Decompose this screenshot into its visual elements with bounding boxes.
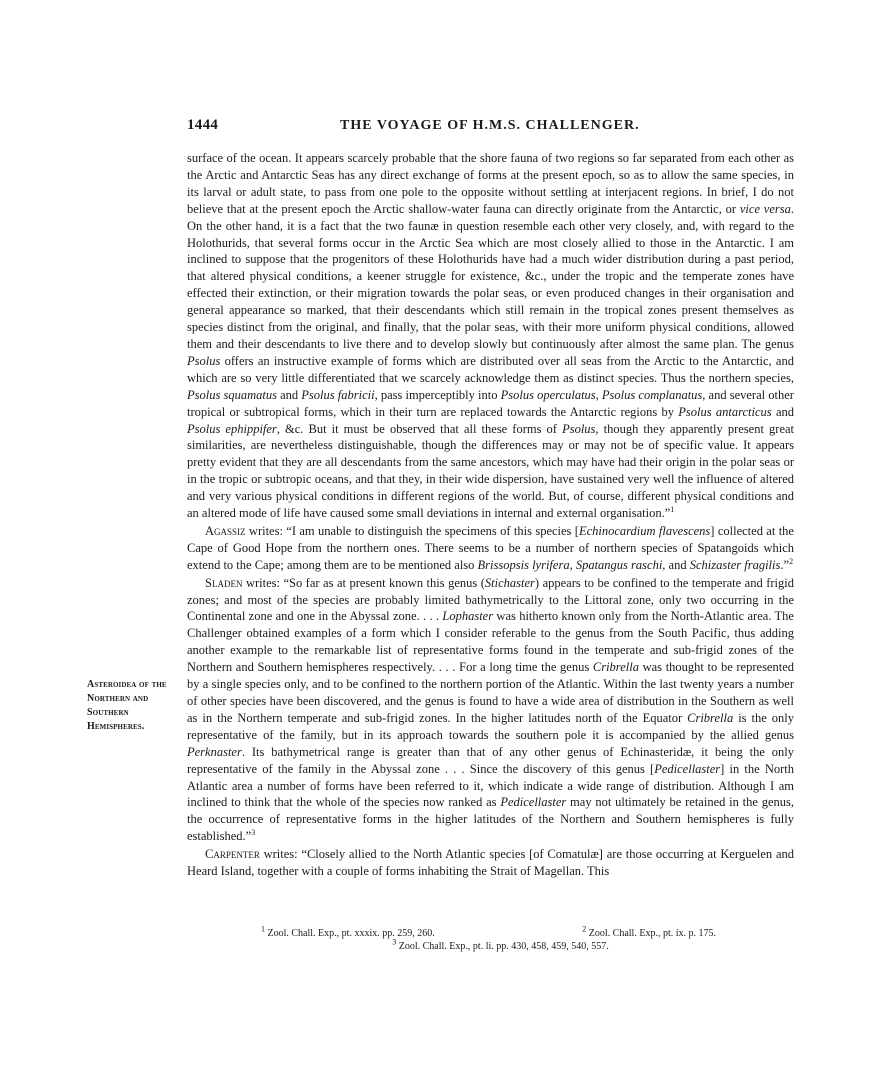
species-name: Spatangus raschi: [575, 557, 663, 572]
text-run: ) appears to be confined to the temperate and frigid zones; and most of the species are probably limited bathymetrically to the Littoral zone, only two occurring in the Continental zone and one in the Abyssal zone. . . .: [187, 575, 794, 624]
text-run: , and several other tropical or subtropical forms, which in their turn are replaced towards the Antarctic regions by: [187, 387, 794, 419]
body-text: [187, 150, 794, 880]
running-head: THE VOYAGE OF H.M.S. CHALLENGER.: [340, 118, 640, 133]
footnote-number: 1: [261, 924, 265, 934]
text-run: is the only representative of the family, but in its approach towards the southern pole it is accompanied by the allied genus: [187, 710, 794, 742]
species-name: Brissopsis lyrifera: [477, 557, 570, 572]
footnote-text: Zool. Chall. Exp., pt. ix. p. 175.: [586, 928, 716, 939]
author-name: Sladen: [205, 575, 243, 590]
paragraph-agassiz: [187, 523, 794, 574]
text-run: , &c. But it must be observed that all these forms of: [276, 421, 563, 436]
text-run: writes: “I am unable to distinguish the specimens of this species [: [245, 523, 579, 538]
text-run: surface of the ocean. It appears scarcely probable that the shore fauna of two regions so far separated from each other as the Arctic and Antarctic Seas has any direct exchange of forms at the present epoch, so as to allow the same species, in its larval or adult state, to pass from one pole to the opposite without settling at interjacent regions. In brief, I do not believe that at the present epoch the Arctic shallow-water fauna can directly originate from the Antarctic, or: [187, 151, 794, 216]
text-run: may not ultimately be retained in the genus, the occurrence of representative forms in the higher latitudes of the Northern and Southern hemispheres is fully established.”: [187, 795, 794, 844]
text-run: and: [276, 387, 302, 402]
text-run: ] in the North Atlantic area a number of forms have been referred to it, which indicate a wide range of distribution. Although I am inclined to think that the whole of the species now ranked as: [187, 761, 794, 810]
footnote-3: [187, 937, 794, 953]
text-run: was thought to be represented by a single species only, and to be confined to the northern portion of the Atlantic. Within the last twenty years a number of other species have been discovered, and the genus is found to have a wide area of distribution in the Southern as well as in the Northern temperate and sub-frigid zones. In the higher latitudes north of the Equator: [187, 660, 795, 725]
page-number: 1444: [187, 117, 219, 133]
footnote-marker: 1: [670, 504, 675, 514]
footnote-number: 2: [582, 924, 587, 934]
text-run: , though they apparently present great similarities, are nevertheless distinguishable, though the differences may or may not be of specific value. It appears pretty evident that they are all descendants from the same ancestors, which may have had their origin in the polar seas or in the tropic or subtropic oceans, and that they, in their wide dispersion, have sustained very well the influence of altered and very various physical conditions in different regions of the world. But, of course, different physical conditions and an altered mode of life have caused some small deviations in internal and external organisation.”: [187, 421, 795, 521]
footnote-marker: 2: [789, 556, 794, 566]
paragraph-sladen: [187, 575, 794, 846]
text-run: writes: “Closely allied to the North Atlantic species [of Comatulæ] are those occurring at Kerguelen and Heard Island, together with a couple of forms inhabiting the Strait of Magellan. This: [187, 847, 794, 879]
species-name: Psolus ephippifer: [187, 421, 277, 436]
species-name: Psolus squamatus: [187, 387, 277, 402]
text-run: offers an instructive example of forms which are distributed over all seas from the Arctic to the Antarctic, and which are so very little differentiated that we scarcely acknowledge them as distinct species. Thus the northern species,: [187, 353, 794, 385]
species-name: Psolus antarcticus: [678, 404, 772, 419]
genus-name: Lophaster: [442, 609, 494, 624]
text-run: . Its bathymetrical range is greater than that of any other genus of Echinasteridæ, it being the only representative of the family in the Abyssal zone . . . Since the discovery of this genus [: [187, 744, 794, 776]
species-name: Psolus complanatus: [601, 387, 703, 402]
footnote-marker: 3: [251, 828, 256, 838]
footnote-text: Zool. Chall. Exp., pt. li. pp. 430, 458, 459, 540, 557.: [396, 941, 609, 952]
footnote-2: [582, 924, 716, 940]
footnotes: [187, 924, 794, 953]
margin-note: Asteroidea of the Northern and Southern Hemispheres.: [87, 679, 167, 732]
text-run: , and: [662, 557, 690, 572]
footnote-text: Zool. Chall. Exp., pt. xxxix. pp. 259, 260.: [265, 928, 435, 939]
text-run: and: [771, 404, 794, 419]
text-run: writes: “So far as at present known this genus (: [242, 575, 485, 590]
footnote-number: 3: [392, 937, 397, 947]
text-run: .”: [780, 557, 790, 572]
species-name: Psolus operculatus: [500, 387, 596, 402]
genus-name: Stichaster: [484, 575, 535, 590]
footnote-row: [187, 924, 794, 940]
species-name: Schizaster fragilis: [689, 557, 781, 572]
species-name: Psolus fabricii: [301, 387, 375, 402]
genus-name: Pedicellaster: [500, 795, 567, 810]
genus-name: Perknaster: [187, 744, 242, 759]
paragraph-holothurid-distribution: [187, 150, 794, 522]
text-run: ,: [569, 557, 576, 572]
author-name: Agassiz: [205, 523, 246, 538]
author-name: Carpenter: [205, 847, 260, 862]
text-run: ,: [595, 387, 602, 402]
footnote-1: [261, 924, 435, 940]
genus-name: Pedicellaster: [654, 761, 721, 776]
genus-name: Psolus: [562, 421, 596, 436]
text-run: ] collected at the Cape of Good Hope from the northern ones. There seems to be a number of northern species of Spatangoids which extend to the Cape; among them are to be mentioned also: [187, 523, 794, 572]
text-run: was hitherto known only from the North-Atlantic area. The Challenger obtained examples of a form which I consider referable to the genus from the South Pacific, thus adding another example to the remarkable list of representative forms found in the temperate and sub-frigid zones of the Northern and Southern hemispheres respectively. . . . For a long time the genus: [187, 609, 794, 675]
text-run: . On the other hand, it is a fact that the two faunæ in question resemble each other very closely, and, with regard to the Holothurids, that several forms occur in the Arctic Sea which are most closely allied to those in the Antarctic. I am inclined to suppose that the progenitors of these Holothurids have had a much wider distribution during a past period, that altered physical conditions, a keener struggle for existence, &c., under the tropic and the temperate zones have effected their extinction, or their migration towards the polar seas, or even produced changes in their organisation and general appearance so marked, that their descendants which still remain in the tropical zones present themselves as species distinct from the original, and finally, that the polar seas, with their more uniform physical conditions, allowed them and their descendants to live there and to develop slowly but continuously after almost the same plan. The genus: [187, 201, 794, 351]
text-run: , pass imperceptibly into: [374, 387, 501, 402]
genus-name: Cribrella: [687, 710, 734, 725]
genus-name: Cribrella: [592, 660, 639, 675]
genus-name: Psolus: [187, 353, 221, 368]
paragraph-carpenter: [187, 846, 794, 880]
species-name: Echinocardium flavescens: [578, 523, 711, 538]
italic-term: vice versa: [739, 201, 791, 216]
